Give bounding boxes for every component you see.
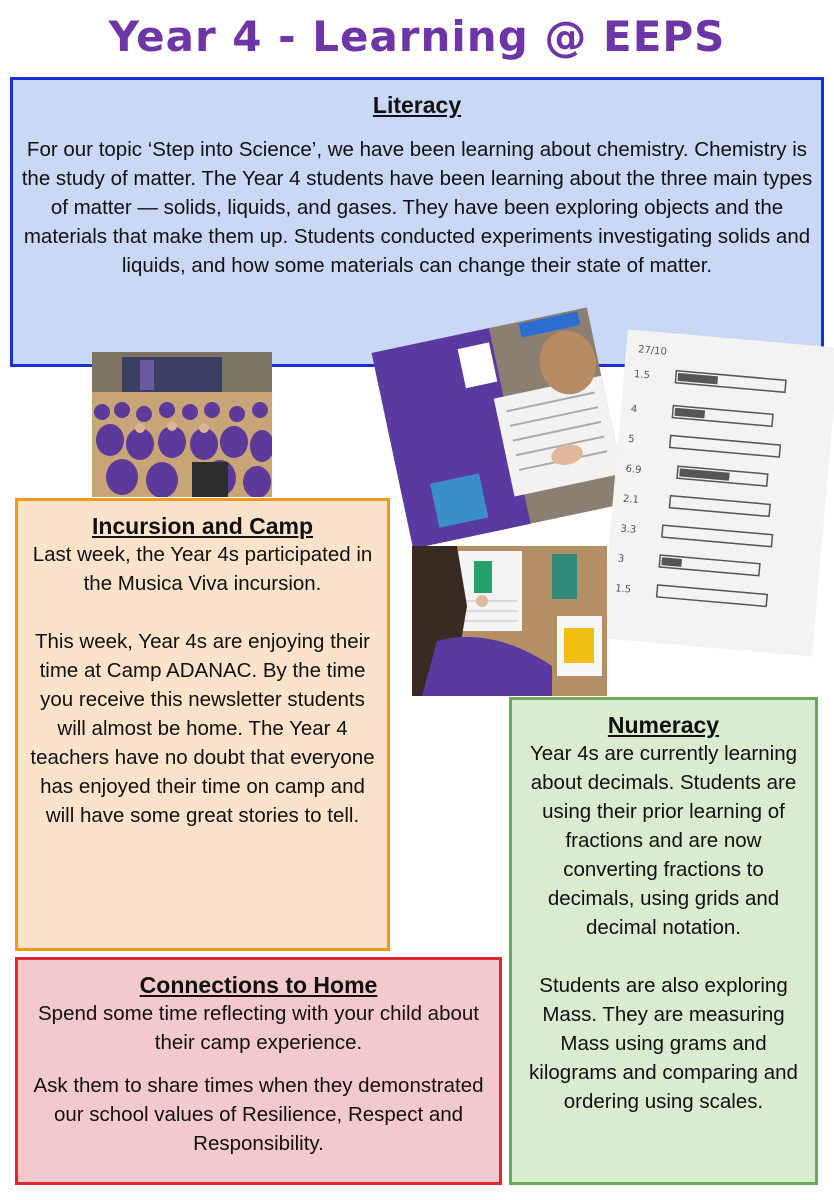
literacy-heading: Literacy <box>372 92 462 118</box>
grid-activity-photo <box>412 546 607 696</box>
numeracy-heading: Numeracy <box>607 712 720 738</box>
incursion-heading: Incursion and Camp <box>91 513 314 539</box>
svg-text:1.5: 1.5 <box>633 369 651 382</box>
connections-para-1: Spend some time reflecting with your child about their camp experience. <box>38 1002 479 1054</box>
svg-text:3: 3 <box>617 553 625 565</box>
numeracy-section <box>509 697 818 1185</box>
connections-para-2: Ask them to share times when they demonstrated our school values of Resilience, Respect and Responsibility. <box>33 1074 484 1155</box>
decimal-worksheet-photo <box>606 330 834 655</box>
numeracy-para-2: Students are also exploring Mass. They are measuring Mass using grams and kilograms and comparing and ordering using scales. <box>529 974 798 1113</box>
svg-text:1.5: 1.5 <box>614 583 632 596</box>
incursion-section <box>15 498 390 951</box>
svg-text:3.3: 3.3 <box>619 523 637 536</box>
connections-section <box>15 957 502 1185</box>
svg-text:27/10: 27/10 <box>637 344 668 358</box>
svg-text:4: 4 <box>630 403 638 416</box>
numeracy-para-1: Year 4s are currently learning about decimals. Students are using their prior learning of fractions and are now converting fractions to decimals, using grids and decimal notation. <box>529 742 798 939</box>
incursion-para-2: This week, Year 4s are enjoying their time at Camp ADANAC. By the time you receive this newsletter students will almost be home. The Year 4 teachers have no doubt that everyone has enjoyed their time on camp and will have some great stories to tell. <box>30 630 375 827</box>
svg-text:2.1: 2.1 <box>622 493 640 506</box>
svg-text:6.9: 6.9 <box>625 463 642 477</box>
incursion-photo <box>92 352 272 497</box>
science-worksheet-photo <box>380 318 620 538</box>
page-title: Year 4 - Learning @ EEPS <box>108 12 726 61</box>
literacy-body: For our topic ‘Step into Science’, we have been learning about chemistry. Chemistry is the study of matter. The Year 4 students have been learning about the three main types of matter — solids, liquids, and gases. They have been exploring objects and the materials that make them up. Students conducted experiments investigating solids and liquids, and how some materials can change their state of matter. <box>21 138 813 277</box>
incursion-para-1: Last week, the Year 4s participated in the Musica Viva incursion. <box>32 543 373 595</box>
svg-text:5: 5 <box>627 433 636 446</box>
connections-heading: Connections to Home <box>139 972 378 998</box>
